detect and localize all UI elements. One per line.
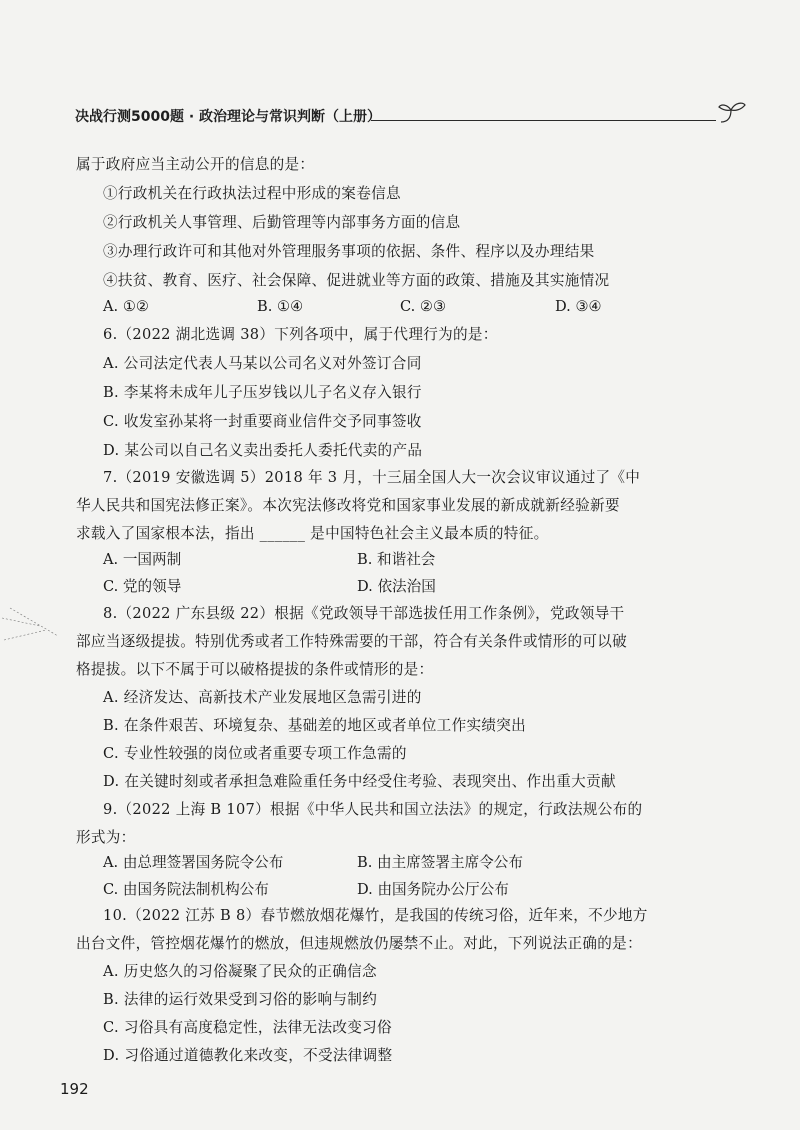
q7-stem-line-3: 求载入了国家根本法，指出 ______ 是中国特色社会主义最本质的特征。 xyxy=(76,525,549,542)
q7-stem-line-1: 7.（2019 安徽选调 5）2018 年 3 月，十三届全国人大一次会议审议通过了《中 xyxy=(103,469,641,486)
q7-option-d: D. 依法治国 xyxy=(357,578,436,595)
q9-stem-line-1: 9.（2022 上海 B 107）根据《中华人民共和国立法法》的规定，行政法规公布的 xyxy=(103,801,643,818)
q9-option-c: C. 由国务院法制机构公布 xyxy=(103,881,269,898)
q5-item-4: ④扶贫、教育、医疗、社会保障、促进就业等方面的政策、措施及其实施情况 xyxy=(103,272,610,289)
q5-item-3: ③办理行政许可和其他对外管理服务事项的依据、条件、程序以及办理结果 xyxy=(103,243,595,260)
q5-stem: 属于政府应当主动公开的信息的是： xyxy=(76,156,315,173)
q10-stem-line-1: 10.（2022 江苏 B 8）春节燃放烟花爆竹，是我国的传统习俗，近年来，不少地方 xyxy=(103,907,648,924)
q10-option-c: C. 习俗具有高度稳定性，法律无法改变习俗 xyxy=(103,1019,392,1036)
q9-stem-line-2: 形式为： xyxy=(76,829,136,846)
q7-option-c: C. 党的领导 xyxy=(103,578,182,595)
q10-stem-line-2: 出台文件，管控烟花爆竹的燃放，但违规燃放仍屡禁不止。对此，下列说法正确的是： xyxy=(76,935,642,952)
q8-option-b: B. 在条件艰苦、环境复杂、基础差的地区或者单位工作实绩突出 xyxy=(103,717,527,734)
q6-stem: 6.（2022 湖北选调 38）下列各项中，属于代理行为的是： xyxy=(103,326,498,343)
q5-option-b: B. ①④ xyxy=(257,298,304,315)
sprout-icon xyxy=(715,96,749,130)
q8-stem-line-2: 部应当逐级提拔。特别优秀或者工作特殊需要的干部，符合有关条件或情形的可以破 xyxy=(76,633,628,650)
q8-option-c: C. 专业性较强的岗位或者重要专项工作急需的 xyxy=(103,745,407,762)
q6-option-d: D. 某公司以自己名义卖出委托人委托代卖的产品 xyxy=(103,442,423,459)
running-header xyxy=(75,104,675,130)
q10-option-d: D. 习俗通过道德教化来改变，不受法律调整 xyxy=(103,1047,393,1064)
q8-option-a: A. 经济发达、高新技术产业发展地区急需引进的 xyxy=(103,689,422,706)
margin-pencil-mark xyxy=(0,600,70,660)
header-rule xyxy=(371,120,716,121)
q8-option-d: D. 在关键时刻或者承担急难险重任务中经受住考验、表现突出、作出重大贡献 xyxy=(103,773,616,790)
q7-option-a: A. 一国两制 xyxy=(103,551,182,568)
q9-option-a: A. 由总理签署国务院令公布 xyxy=(103,854,284,871)
q9-option-b: B. 由主席签署主席令公布 xyxy=(357,854,523,871)
q5-option-d: D. ③④ xyxy=(555,298,602,315)
q6-option-b: B. 李某将未成年儿子压岁钱以儿子名义存入银行 xyxy=(103,384,422,401)
q5-item-2: ②行政机关人事管理、后勤管理等内部事务方面的信息 xyxy=(103,214,461,231)
q7-stem-line-2: 华人民共和国宪法修正案》。本次宪法修改将党和国家事业发展的新成就新经验新要 xyxy=(76,497,620,514)
q6-option-a: A. 公司法定代表人马某以公司名义对外签订合同 xyxy=(103,355,422,372)
q5-option-a: A. ①② xyxy=(103,298,149,315)
header-title: 决战行测5000题 · 政治理论与常识判断（上册） xyxy=(75,109,382,125)
q10-option-a: A. 历史悠久的习俗凝聚了民众的正确信念 xyxy=(103,963,377,980)
page-number: 192 xyxy=(60,1080,89,1098)
q8-stem-line-3: 格提拔。以下不属于可以破格提拔的条件或情形的是： xyxy=(76,661,434,678)
q7-option-b: B. 和谐社会 xyxy=(357,551,436,568)
q5-item-1: ①行政机关在行政执法过程中形成的案卷信息 xyxy=(103,185,401,202)
q5-option-c: C. ②③ xyxy=(400,298,447,315)
q6-option-c: C. 收发室孙某将一封重要商业信件交予同事签收 xyxy=(103,413,422,430)
q8-stem-line-1: 8.（2022 广东县级 22）根据《党政领导干部选拔任用工作条例》，党政领导干 xyxy=(103,605,625,622)
q10-option-b: B. 法律的运行效果受到习俗的影响与制约 xyxy=(103,991,378,1008)
q9-option-d: D. 由国务院办公厅公布 xyxy=(357,881,509,898)
